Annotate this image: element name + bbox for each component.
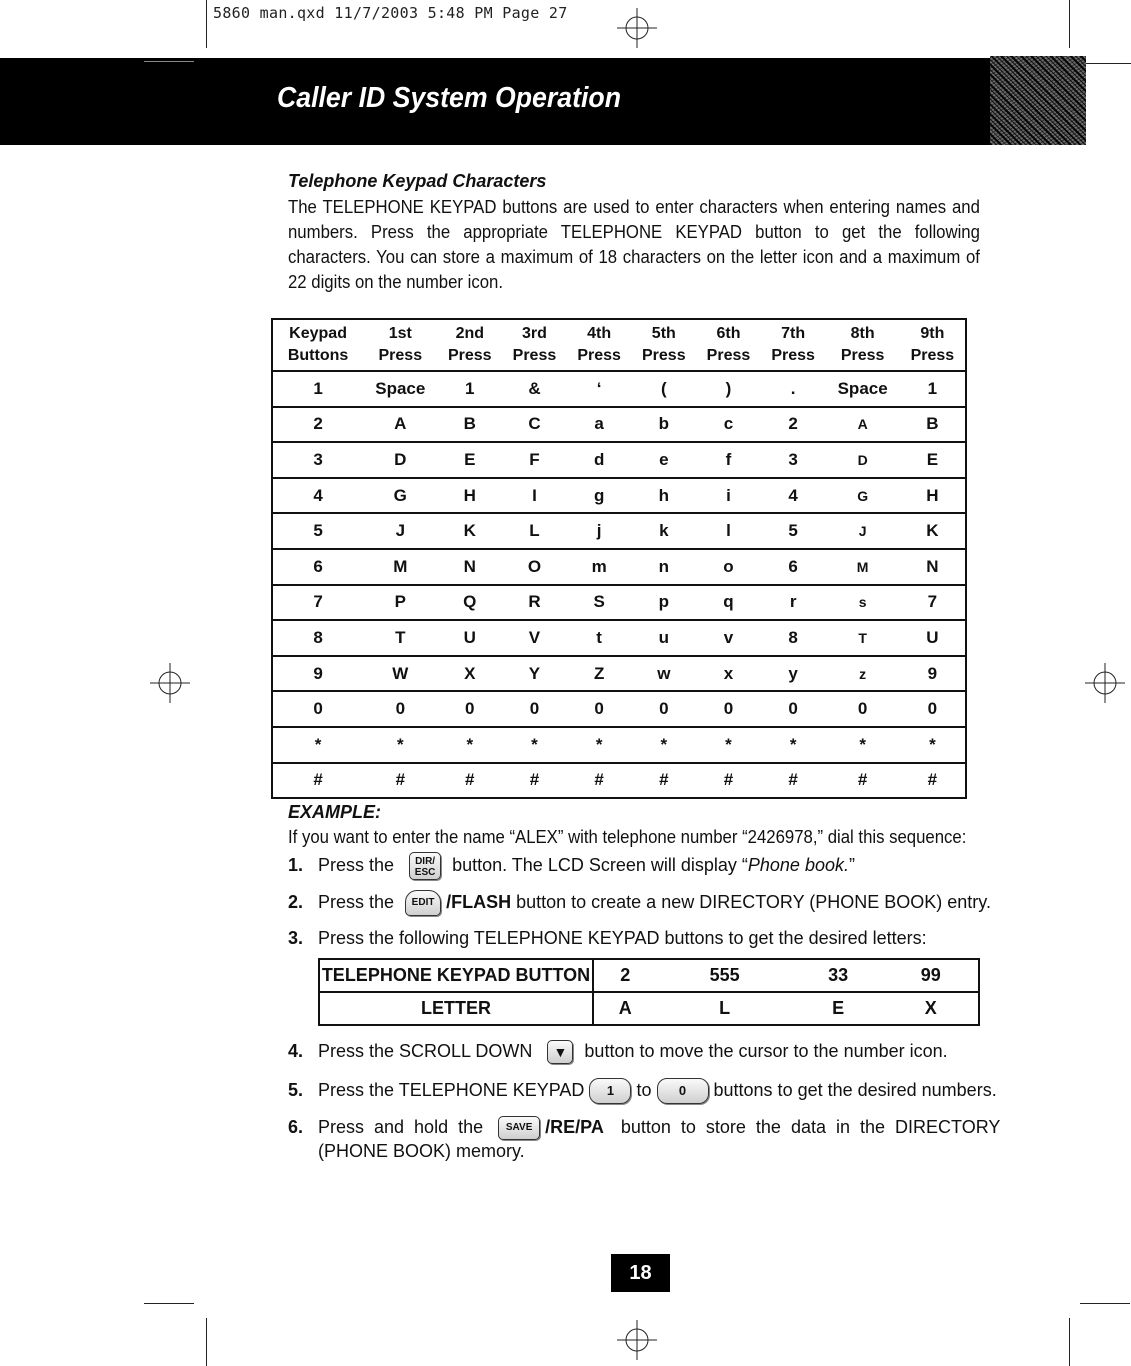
step-text: Press and hold the — [318, 1116, 484, 1137]
table-cell: # — [594, 770, 604, 790]
table-cell: E — [900, 442, 966, 478]
page-number: 18 — [611, 1254, 670, 1292]
table-cell: W — [363, 656, 437, 692]
table-cell: M — [363, 549, 437, 585]
step-text: button. The LCD Screen will display “ — [452, 854, 748, 875]
table-cell: H — [900, 478, 966, 514]
example-intro — [288, 827, 1017, 848]
re-pa-label: /RE/PA — [545, 1116, 604, 1137]
table-cell: B — [437, 407, 502, 443]
table-row — [272, 727, 966, 763]
table-cell: 8 — [272, 620, 363, 656]
table-cell: X — [437, 656, 502, 692]
lcd-display-text: Phone book. — [747, 854, 849, 875]
table-cell: L — [502, 513, 567, 549]
column-header: 2nd Press — [437, 319, 502, 371]
step-text: buttons to get the desired numbers. — [713, 1079, 997, 1100]
table-cell: 2 — [272, 407, 363, 443]
table-cell: r — [761, 585, 826, 621]
table-cell: 0 — [363, 691, 437, 727]
table-row — [272, 656, 966, 692]
table-cell: * — [363, 727, 437, 763]
table-cell: u — [631, 620, 696, 656]
table-cell: * — [567, 727, 632, 763]
keypad-table-body — [272, 371, 966, 798]
table-row — [272, 585, 966, 621]
table-cell: 9 — [900, 656, 966, 692]
table-cell: * — [437, 727, 502, 763]
table-cell: z — [825, 656, 899, 692]
table-cell: n — [631, 549, 696, 585]
column-header: Keypad Buttons — [272, 319, 363, 371]
table-cell: i — [696, 478, 761, 514]
table-cell: d — [567, 442, 632, 478]
step-number: 1. — [288, 854, 304, 875]
flash-label: /FLASH — [446, 891, 512, 912]
table-cell: a — [567, 407, 632, 443]
table-cell: 0 — [761, 691, 826, 727]
table-cell: D — [825, 442, 899, 478]
table-row — [272, 442, 966, 478]
table-cell: 7 — [900, 585, 966, 621]
table-cell: 5 — [272, 513, 363, 549]
step-text: Press the following TELEPHONE KEYPAD buttons to get the desired letters: — [318, 928, 927, 948]
step-text: to — [636, 1079, 652, 1100]
table-cell: 1 — [900, 371, 966, 407]
table-cell: U — [900, 620, 966, 656]
table-cell: * — [696, 727, 761, 763]
table-cell: D — [363, 442, 437, 478]
table-cell: * — [900, 727, 966, 763]
table-header-row — [272, 319, 966, 371]
table-cell: 1 — [272, 371, 363, 407]
table-cell: 0 — [567, 691, 632, 727]
table-cell: TELEPHONE KEYPAD BUTTON — [319, 959, 593, 992]
crop-mark — [1085, 63, 1131, 64]
step-number: 4. — [288, 1040, 304, 1061]
table-cell: F — [502, 442, 567, 478]
table-cell: ) — [696, 371, 761, 407]
dir-esc-button[interactable]: DIR/ ESC — [409, 852, 441, 880]
keypad-0-button[interactable]: 0 — [657, 1078, 709, 1104]
table-cell: N — [900, 549, 966, 585]
table-cell: E — [437, 442, 502, 478]
table-cell: S — [567, 585, 632, 621]
table-cell: K — [437, 513, 502, 549]
table-cell: * — [502, 727, 567, 763]
table-cell: * — [761, 727, 826, 763]
table-cell: 0 — [631, 691, 696, 727]
registration-mark — [617, 8, 657, 48]
table-cell: 3 — [761, 442, 826, 478]
table-cell: # — [465, 770, 475, 790]
step-text: Press the — [318, 854, 395, 875]
table-cell: # — [788, 770, 798, 790]
edit-button[interactable]: EDIT — [405, 890, 441, 916]
table-cell: ( — [631, 371, 696, 407]
table-cell: w — [631, 656, 696, 692]
table-cell: 99 — [884, 959, 979, 992]
table-cell: 0 — [437, 691, 502, 727]
table-cell: ‘ — [567, 371, 632, 407]
table-cell: P — [363, 585, 437, 621]
banner-rule — [144, 61, 194, 62]
table-cell: 5 — [761, 513, 826, 549]
step-2 — [288, 890, 991, 916]
step-5 — [288, 1078, 997, 1104]
table-cell: h — [631, 478, 696, 514]
table-cell: R — [502, 585, 567, 621]
table-cell: 2 — [593, 959, 656, 992]
table-cell: 2 — [761, 407, 826, 443]
table-cell: s — [825, 585, 899, 621]
table-cell: 6 — [272, 549, 363, 585]
registration-mark — [1085, 663, 1125, 703]
table-cell: 0 — [900, 691, 966, 727]
registration-mark — [150, 663, 190, 703]
table-row — [272, 620, 966, 656]
step-text: Press the TELEPHONE KEYPAD — [318, 1079, 585, 1100]
table-row — [272, 478, 966, 514]
page-title: Caller ID System Operation — [277, 82, 621, 114]
table-cell: K — [900, 513, 966, 549]
keypad-characters-table — [271, 318, 967, 799]
table-cell: 1 — [437, 371, 502, 407]
table-cell: p — [631, 585, 696, 621]
crop-mark — [144, 1303, 194, 1304]
table-cell: 9 — [272, 656, 363, 692]
table-cell: k — [631, 513, 696, 549]
table-cell: # — [395, 770, 406, 790]
crop-mark — [1080, 1303, 1130, 1304]
table-cell: 33 — [793, 959, 884, 992]
table-cell: Y — [502, 656, 567, 692]
table-cell: I — [502, 478, 567, 514]
section-heading: Telephone Keypad Characters — [288, 171, 547, 191]
table-cell: 6 — [761, 549, 826, 585]
table-cell: U — [437, 620, 502, 656]
table-cell: J — [363, 513, 437, 549]
table-cell: m — [567, 549, 632, 585]
table-cell: 0 — [696, 691, 761, 727]
step-3 — [288, 928, 927, 949]
step-number: 2. — [288, 891, 304, 912]
table-cell: C — [502, 407, 567, 443]
table-cell: 8 — [761, 620, 826, 656]
table-cell: Space — [363, 371, 437, 407]
table-cell: * — [272, 727, 363, 763]
table-cell: j — [567, 513, 632, 549]
column-header: 6th Press — [696, 319, 761, 371]
table-cell: Z — [567, 656, 632, 692]
column-header: 9th Press — [900, 319, 966, 371]
table-cell: x — [696, 656, 761, 692]
column-header: 8th Press — [825, 319, 899, 371]
step-text: button to store the data in the DIRECTORY — [620, 1116, 1001, 1137]
table-cell: # — [659, 770, 669, 790]
table-cell: B — [900, 407, 966, 443]
step-4 — [288, 1040, 948, 1064]
table-row — [272, 691, 966, 727]
table-cell: # — [857, 770, 868, 790]
table-cell: T — [825, 620, 899, 656]
table-cell: M — [825, 549, 899, 585]
table-cell: . — [761, 371, 826, 407]
table-cell: f — [696, 442, 761, 478]
step-text: button to move the cursor to the number icon. — [584, 1040, 948, 1061]
table-row — [272, 549, 966, 585]
table-cell: c — [696, 407, 761, 443]
table-row — [272, 513, 966, 549]
table-cell: # — [927, 770, 938, 790]
table-cell: G — [363, 478, 437, 514]
table-cell: # — [723, 770, 734, 790]
column-header: 1st Press — [363, 319, 437, 371]
table-cell: 3 — [272, 442, 363, 478]
table-cell: e — [631, 442, 696, 478]
crop-mark — [1069, 1318, 1070, 1366]
table-cell: V — [502, 620, 567, 656]
table-row — [272, 371, 966, 407]
column-header: 4th Press — [567, 319, 632, 371]
table-cell: O — [502, 549, 567, 585]
table-cell: # — [313, 770, 323, 790]
table-cell: o — [696, 549, 761, 585]
crop-mark — [206, 0, 207, 48]
table-cell: Space — [825, 371, 899, 407]
step-1: 1. Press the DIR/ ESC button. The LCD Screen will display “Phone book.” — [288, 852, 855, 880]
table-cell: X — [924, 998, 937, 1018]
table-row — [319, 959, 979, 992]
table-row — [272, 763, 966, 799]
table-cell: * — [825, 727, 899, 763]
step-text: (PHONE BOOK) memory. — [318, 1141, 525, 1161]
column-header: 7th Press — [761, 319, 826, 371]
table-cell: Q — [437, 585, 502, 621]
table-cell: t — [567, 620, 632, 656]
keypad-1-button[interactable]: 1 — [589, 1078, 631, 1104]
table-cell: 0 — [272, 691, 363, 727]
table-cell: 7 — [272, 585, 363, 621]
table-cell: l — [696, 513, 761, 549]
scroll-down-button[interactable]: ▼ — [547, 1040, 573, 1064]
step-number: 3. — [288, 928, 304, 948]
table-cell: g — [567, 478, 632, 514]
crop-mark — [1069, 0, 1070, 48]
table-cell: LETTER — [319, 992, 593, 1025]
crop-mark — [206, 1318, 207, 1366]
table-cell: 555 — [656, 959, 792, 992]
table-cell: 0 — [502, 691, 567, 727]
table-cell: A — [618, 998, 632, 1018]
table-cell: * — [631, 727, 696, 763]
table-cell: 4 — [761, 478, 826, 514]
table-cell: 0 — [825, 691, 899, 727]
table-cell: q — [696, 585, 761, 621]
example-label: EXAMPLE: — [288, 802, 382, 822]
section-paragraph: The TELEPHONE KEYPAD buttons are used to enter characters when entering names and numbers. Press the appropriate TELEPHONE KEYPAD button to get the following characters. You can store a maximum of 18 characters on the letter icon and a maximum of 22 digits on the number icon. — [288, 197, 980, 292]
table-cell: # — [529, 770, 540, 790]
step-6 — [288, 1116, 1000, 1140]
save-button[interactable]: SAVE — [498, 1116, 540, 1140]
step-text: Press the — [318, 891, 395, 912]
table-cell: v — [696, 620, 761, 656]
table-cell: A — [363, 407, 437, 443]
table-cell: T — [363, 620, 437, 656]
table-cell: J — [825, 513, 899, 549]
step-6-continued — [318, 1141, 525, 1162]
table-cell: A — [825, 407, 899, 443]
column-header: 5th Press — [631, 319, 696, 371]
table-cell: N — [437, 549, 502, 585]
column-header: 3rd Press — [502, 319, 567, 371]
table-cell: E — [832, 998, 845, 1018]
decorative-texture — [990, 56, 1086, 145]
table-cell: G — [825, 478, 899, 514]
table-row — [319, 992, 979, 1025]
table-cell: H — [437, 478, 502, 514]
table-cell: b — [631, 407, 696, 443]
table-cell: & — [502, 371, 567, 407]
table-cell: 4 — [272, 478, 363, 514]
example-intro-text: If you want to enter the name “ALEX” with telephone number “2426978,” dial this sequence: — [288, 827, 967, 847]
step-number: 6. — [288, 1116, 304, 1137]
table-cell: L — [719, 998, 731, 1018]
registration-mark — [617, 1320, 657, 1360]
step-text: Press the SCROLL DOWN — [318, 1040, 533, 1061]
print-slug: 5860 man.qxd 11/7/2003 5:48 PM Page 27 — [213, 4, 568, 22]
table-cell: y — [761, 656, 826, 692]
step-number: 5. — [288, 1079, 304, 1100]
step-text: button to create a new DIRECTORY (PHONE BOOK) entry. — [516, 891, 991, 912]
letters-table — [318, 958, 980, 1026]
table-row — [272, 407, 966, 443]
